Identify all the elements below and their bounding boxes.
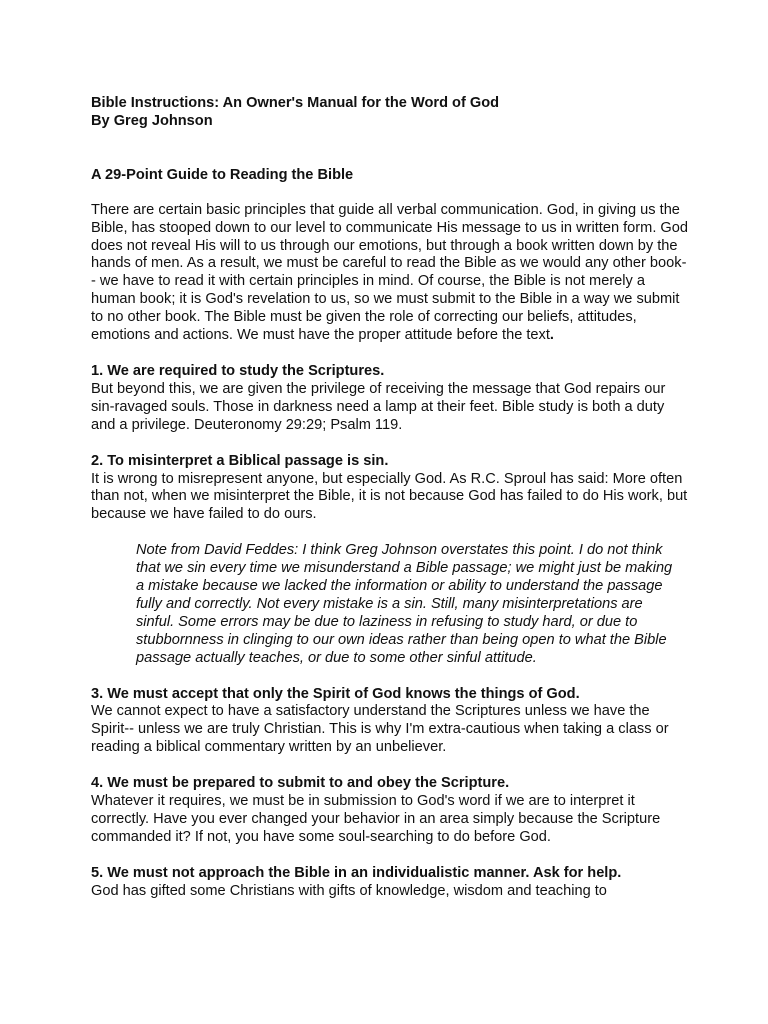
document-header <box>91 95 691 131</box>
point-2 <box>91 453 691 525</box>
point-body: It is wrong to misrepresent anyone, but especially God. As R.C. Sproul has said: More often than not, when we misinterpret the Bible, it is not because God has failed to do His work, but because we have failed to do ours. <box>91 470 688 523</box>
point-body: Whatever it requires, we must be in submission to God's word if we are to interpret it correctly. Have you ever changed your behavior in an area simply because the Scripture commanded it? If not, you have some soul-searching to do before God. <box>91 793 661 845</box>
intro-end-punctuation: . <box>549 327 554 344</box>
point-heading: 5. We must not approach the Bible in an individualistic manner. Ask for help. <box>91 864 622 881</box>
point-body: We cannot expect to have a satisfactory understand the Scriptures unless we have the Spirit-- unless we are truly Christian. This is why I'm extra-cautious when taking a class or reading a biblical commentary written by an unbeliever. <box>91 703 669 756</box>
point-heading: 3. We must accept that only the Spirit of God knows the things of God. <box>91 685 580 702</box>
document-subtitle: A 29-Point Guide to Reading the Bible <box>91 166 354 183</box>
point-body: God has gifted some Christians with gifts of knowledge, wisdom and teaching to <box>91 882 607 899</box>
point-heading: 2. To misinterpret a Biblical passage is sin. <box>91 452 389 469</box>
point-body: But beyond this, we are given the privilege of receiving the message that God repairs our sin-ravaged souls. Those in darkness need a lamp at their feet. Bible study is both a duty and a privilege. Deuteronomy 29:29; Psalm 119. <box>91 380 666 433</box>
editor-note: Note from David Feddes: I think Greg Johnson overstates this point. I do not think that we sin every time we misunderstand a Bible passage; we might just be making a mistake because we lacked the information or ability to understand the passage fully and correctly. Not every mistake is a sin. Still, many misinterpretations are sinful. Some errors may be due to laziness in refusing to study hard, or due to stubbornness in clinging to our own ideas rather than being open to what the Bible passage actually teaches, or due to some other sinful attitude. <box>136 542 673 666</box>
document-byline: By Greg Johnson <box>91 112 213 129</box>
document-page <box>91 95 691 901</box>
point-heading: 4. We must be prepared to submit to and obey the Scripture. <box>91 775 510 792</box>
point-4 <box>91 775 691 847</box>
point-1 <box>91 363 691 435</box>
point-3 <box>91 686 691 758</box>
document-title: Bible Instructions: An Owner's Manual for the Word of God <box>91 95 500 111</box>
intro-text: There are certain basic principles that guide all verbal communication. God, in giving us the Bible, has stooped down to our level to communicate His message to us in written form. God does not reveal His will to us through our emotions, but through a book written down by the hands of men. As a result, we must be careful to read the Bible as we would any other book-- we have to read it with certain principles in mind. Of course, the Bible is not merely a human book; it is God's revelation to us, so we must submit to the Bible in a way we submit to no other book. The Bible must be given the role of correcting our beliefs, attitudes, emotions and actions. We must have the proper attitude before the text <box>91 201 689 344</box>
intro-paragraph <box>91 202 691 345</box>
point-5 <box>91 865 691 901</box>
point-heading: 1. We are required to study the Scriptures. <box>91 362 385 379</box>
